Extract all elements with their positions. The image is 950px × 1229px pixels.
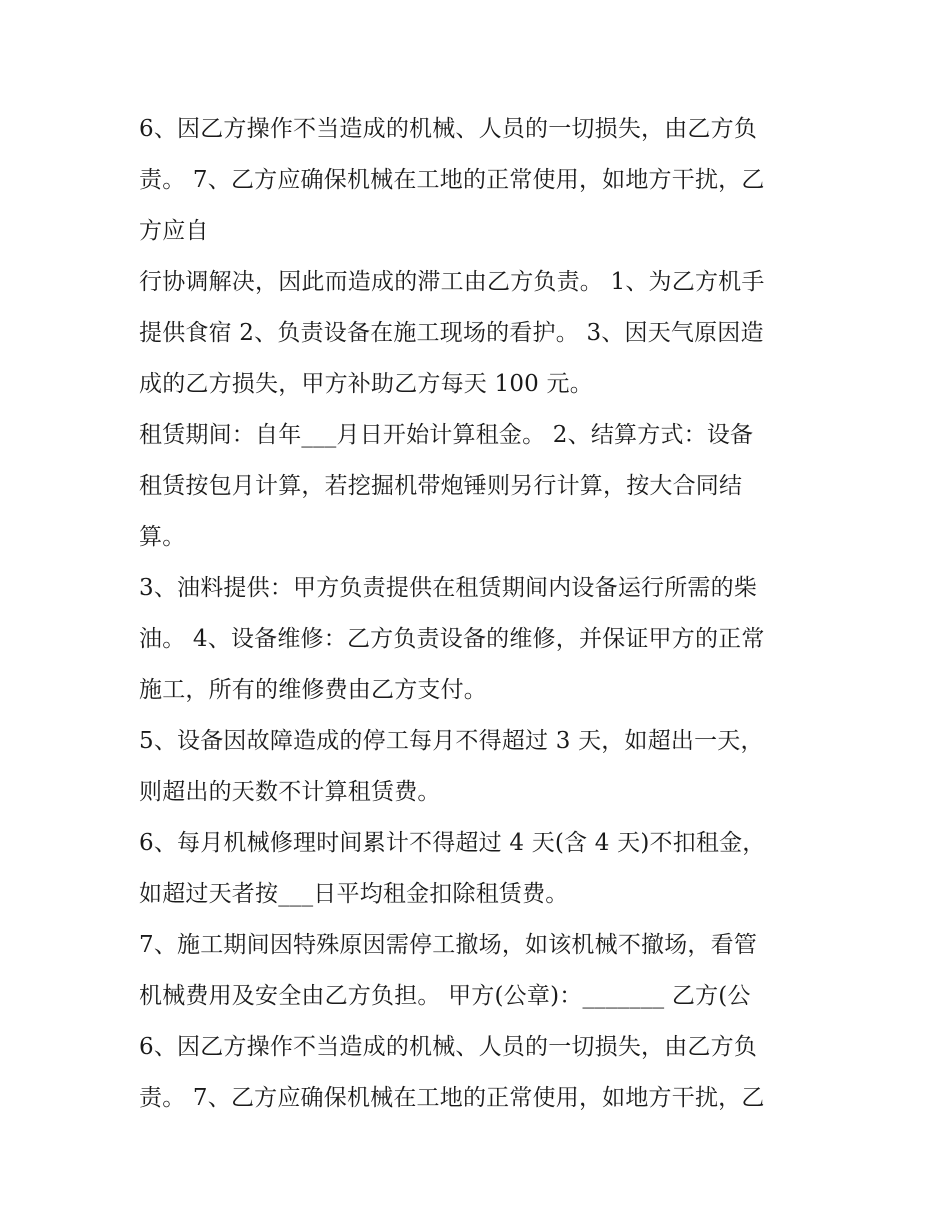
document-body — [139, 104, 819, 1124]
text-line: 责。 7、乙方应确保机械在工地的正常使用，如地方干扰，乙 — [139, 167, 765, 193]
text-line: 施工，所有的维修费由乙方支付。 — [139, 677, 487, 703]
text-line: 提供食宿 2、负责设备在施工现场的看护。 3、因天气原因造 — [139, 320, 764, 346]
text-line: 如超过天者按___日平均租金扣除租赁费。 — [139, 881, 569, 907]
text-line: 6、因乙方操作不当造成的机械、人员的一切损失，由乙方负 — [139, 116, 758, 142]
text-line: 租赁按包月计算，若挖掘机带炮锤则另行计算，按大合同结 — [139, 473, 743, 499]
text-line: 3、油料提供：甲方负责提供在租赁期间内设备运行所需的柴 — [139, 575, 758, 601]
text-line: 6、每月机械修理时间累计不得超过 4 天(含 4 天)不扣租金， — [139, 830, 766, 856]
text-line: 油。 4、设备维修：乙方负责设备的维修，并保证甲方的正常 — [139, 626, 765, 652]
text-line: 机械费用及安全由乙方负担。 甲方(公章)：_______ 乙方(公 — [139, 983, 751, 1009]
text-line: 方应自 — [139, 218, 209, 244]
text-line: 成的乙方损失，甲方补助乙方每天 100 元。 — [139, 371, 593, 397]
text-line: 6、因乙方操作不当造成的机械、人员的一切损失，由乙方负 — [139, 1034, 758, 1060]
text-line: 行协调解决，因此而造成的滞工由乙方负责。 1、为乙方机手 — [139, 269, 765, 295]
text-line: 5、设备因故障造成的停工每月不得超过 3 天，如超出一天， — [139, 728, 764, 754]
text-line: 7、施工期间因特殊原因需停工撤场，如该机械不撤场，看管 — [139, 932, 758, 958]
text-line: 租赁期间：自年___月日开始计算租金。 2、结算方式：设备 — [139, 422, 754, 448]
text-line: 责。 7、乙方应确保机械在工地的正常使用，如地方干扰，乙 — [139, 1085, 765, 1111]
text-line: 算。 — [139, 524, 186, 550]
text-line: 则超出的天数不计算租赁费。 — [139, 779, 441, 805]
